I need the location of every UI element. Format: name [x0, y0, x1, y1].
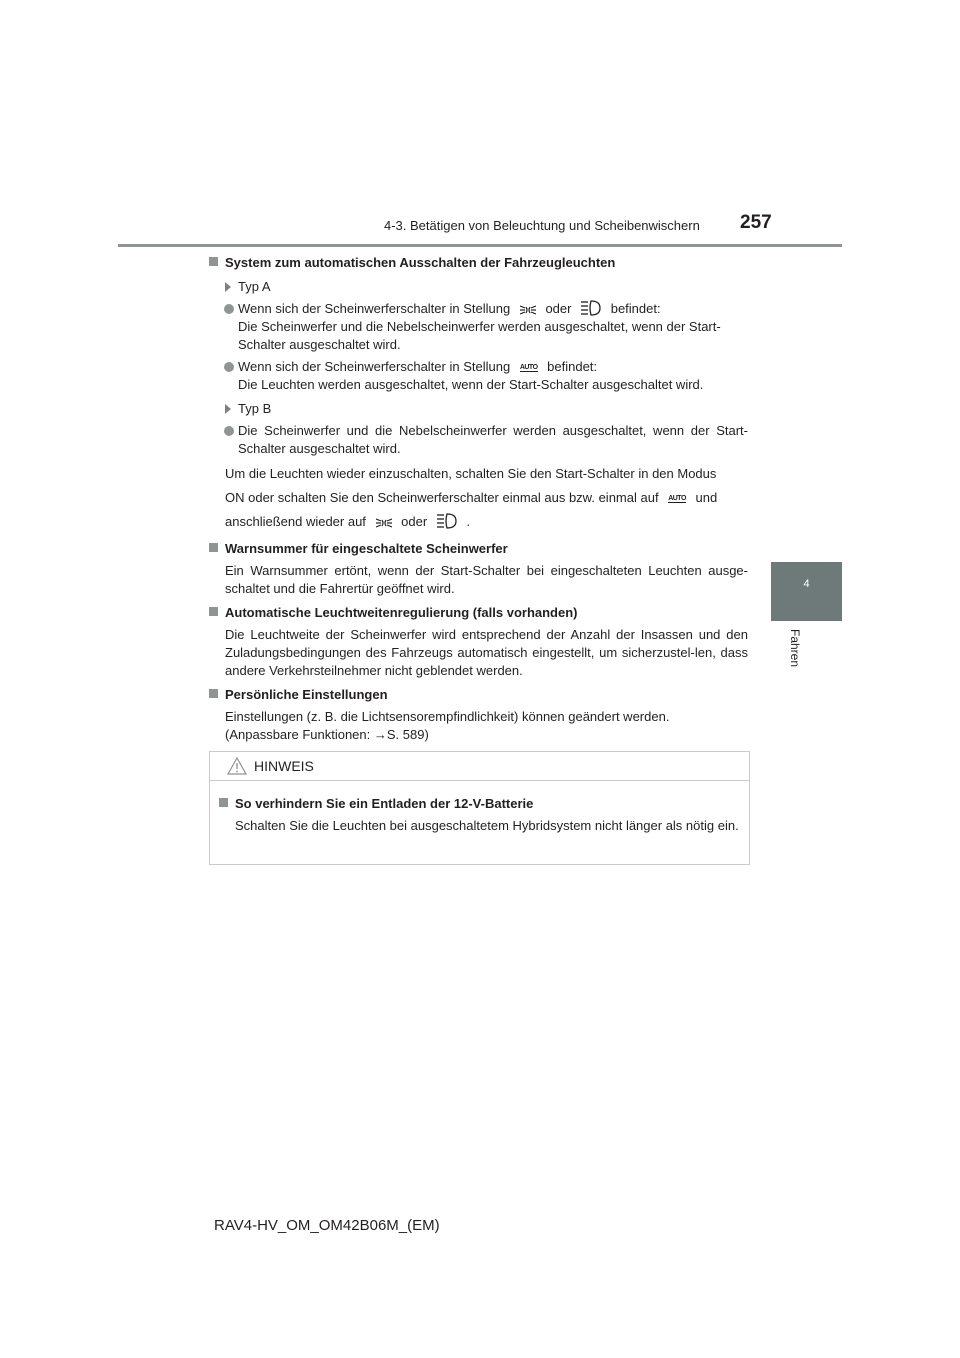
triangle-marker-icon [225, 282, 231, 292]
page-reference-link[interactable]: (Anpassbare Funktionen: →S. 589) [225, 727, 429, 742]
tail-light-icon [520, 304, 536, 316]
section-title: 4-3. Betätigen von Beleuchtung und Scheibenwischern [384, 218, 700, 233]
square-bullet-icon [209, 257, 218, 266]
notice-title: HINWEIS [254, 758, 314, 774]
buzzer-text: Ein Warnsummer ertönt, wenn der Start-Schalter bei eingeschalteten Leuchten ausge-schaltet und die Fahrertür geöffnet wird. [225, 563, 748, 596]
headlight-icon [581, 300, 601, 316]
type-a-label: Typ A [208, 278, 748, 296]
section-heading-buzzer: Warnsummer für eingeschaltete Scheinwerfer [208, 540, 748, 558]
headlight-icon [437, 513, 457, 529]
notice-header [210, 752, 749, 781]
square-bullet-icon [209, 543, 218, 552]
model-code: RAV4-HV_OM_OM42B06M_(EM) [214, 1217, 440, 1234]
header-divider [118, 244, 842, 247]
reset-paragraph: Um die Leuchten wieder einzuschalten, schalten Sie den Start-Schalter in den Modus ON oder schalten Sie den Scheinwerferschalter einmal aus bzw. einmal auf AUTO und anschließend wieder auf oder . [225, 466, 718, 529]
circle-bullet-icon [224, 304, 234, 314]
list-item-text: Die Scheinwerfer und die Nebelscheinwerfer werden ausgeschaltet, wenn der Start-Schalter ausgeschaltet wird. [238, 423, 748, 456]
personal-text: Einstellungen (z. B. die Lichtsensorempfindlichkeit) können geändert werden. (Anpassbare Funktionen: →S. 589) [208, 708, 748, 744]
main-content [208, 254, 748, 748]
section-heading-personal: Persönliche Einstellungen [208, 686, 748, 704]
section-heading-auto-off: System zum automatischen Ausschalten der Fahrzeugleuchten [208, 254, 748, 272]
notice-body [210, 781, 749, 835]
notice-text: Schalten Sie die Leuchten bei ausgeschaltetem Hybridsystem nicht länger als nötig ein. [235, 818, 739, 833]
list-item [208, 422, 748, 458]
page-number: 257 [740, 212, 772, 233]
section-heading-leveling: Automatische Leuchtweitenregulierung (falls vorhanden) [208, 604, 748, 622]
square-bullet-icon [209, 689, 218, 698]
tail-light-icon [376, 517, 392, 529]
auto-icon: AUTO [519, 364, 538, 371]
list-item-text: Die Scheinwerfer und die Nebelscheinwerfer werden ausgeschaltet, wenn der Start-Schalter ausgeschaltet wird. [238, 319, 721, 352]
square-bullet-icon [219, 798, 228, 807]
warning-triangle-icon [227, 757, 247, 780]
chapter-number: 4 [803, 578, 810, 590]
type-b-label: Typ B [208, 400, 748, 418]
list-item: Wenn sich der Scheinwerferschalter in Stellung AUTO befindet: Die Leuchten werden ausgeschaltet, wenn der Start-Schalter ausgeschaltet wird. [208, 358, 748, 394]
leveling-text: Die Leuchtweite der Scheinwerfer wird entsprechend der Anzahl der Insassen und den Zuladungsbedingungen des Fahrzeugs automatisch eingestellt, um sicherzustel-len, dass andere Verkehrsteilnehmer nicht geblendet werden. [225, 627, 748, 678]
chapter-label: Fahren [788, 629, 802, 668]
list-item: Wenn sich der Scheinwerferschalter in Stellung oder befindet: Die Scheinwerfer und die Nebelscheinwerfer werden ausgeschaltet, wenn der Start-Schalter ausgeschaltet wird. [208, 300, 748, 354]
list-item-text: Die Leuchten werden ausgeschaltet, wenn der Start-Schalter ausgeschaltet wird. [238, 377, 704, 392]
circle-bullet-icon [224, 426, 234, 436]
circle-bullet-icon [224, 362, 234, 372]
auto-icon: AUTO [668, 495, 686, 502]
notice-heading: So verhindern Sie ein Entladen der 12-V-Batterie [210, 795, 741, 813]
chapter-tab[interactable] [771, 562, 842, 621]
notice-box [209, 751, 750, 865]
triangle-marker-icon [225, 404, 231, 414]
square-bullet-icon [209, 607, 218, 616]
